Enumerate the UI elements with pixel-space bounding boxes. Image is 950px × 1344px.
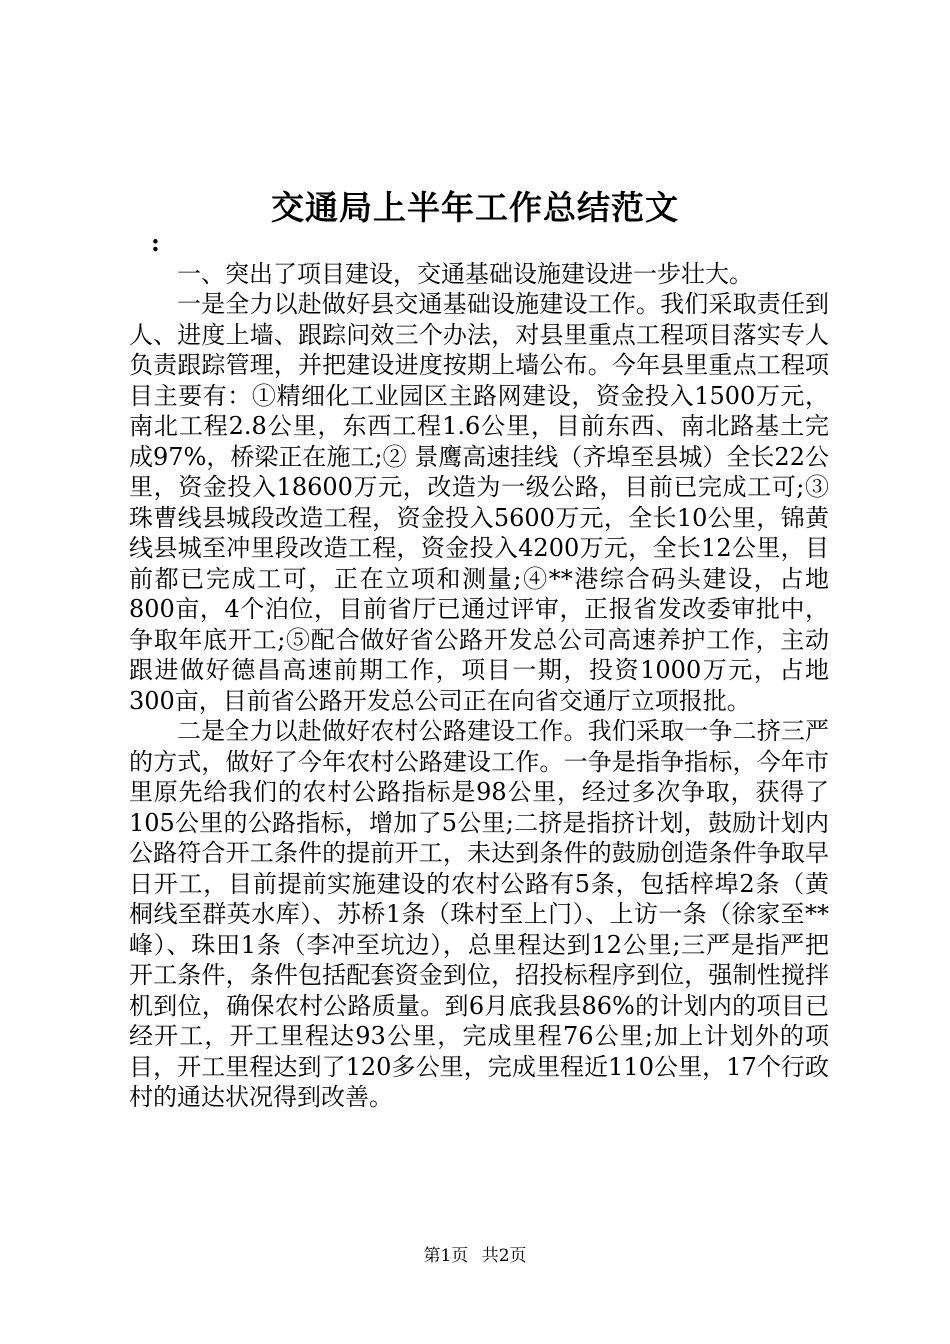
paragraph-infrastructure: 一是全力以赴做好县交通基础设施建设工作。我们采取责任到人、进度上墙、跟踪问效三个办法，对县里重点工程项目落实专人负责跟踪管理，并把建设进度按期上墙公布。今年县里重点工程项目主要有：①精细化工业园区主路网建设，资金投入1500万元，南北工程2.8公里，东西工程1.6公里，目前东西、南北路基土完成97%，桥梁正在施工;② 景鹰高速挂线（齐埠至县城）全长22公里，资金投入18600万元，改造为一级公路，目前已完成工可;③ 珠曹线县城段改造工程，资金投入5600万元，全长10公里，锦黄线县城至冲里段改造工程，资金投入4200万元，全长12公里，目前都已完成工可，正在立项和测量;④**港综合码头建设，占地800亩，4个泊位，目前省厅已通过评审，正报省发改委审批中，争取年底开工;⑤配合做好省公路开发总公司高速养护工作，主动跟进做好德昌高速前期工作，项目一期，投资1000万元，占地300亩，目前省公路开发总公司正在向省交通厅立项报批。 (129, 290, 829, 715)
page-total: 共2页 (481, 1246, 527, 1266)
paragraph-rural-roads: 二是全力以赴做好农村公路建设工作。我们采取一争二挤三严的方式，做好了今年农村公路建设工作。一争是指争指标，今年市里原先给我们的农村公路指标是98公里，经过多次争取，获得了105公里的公路指标，增加了5公里;二挤是指挤计划，鼓励计划内公路符合开工条件的提前开工，未达到条件的鼓励创造条件争取早日开工，目前提前实施建设的农村公路有5条，包括梓埠2条（黄桐线至群英水库）、苏桥1条（珠村至上门）、上访一条（徐家至**峰）、珠田1条（李冲至坑边），总里程达到12公里;三严是指严把开工条件，条件包括配套资金到位，招投标程序到位，强制性搅拌机到位，确保农村公路质量。到6月底我县86%的计划内的项目已经开工，开工里程达93公里，完成里程76公里;加上计划外的项目，开工里程达到了120多公里，完成里程近110公里，17个行政村的通达状况得到改善。 (129, 717, 829, 1111)
page-number: 第1页 (423, 1246, 469, 1266)
page-footer (0, 1244, 950, 1268)
section-heading: 一、突出了项目建设，交通基础设施建设进一步壮大。 (177, 259, 753, 288)
colon-line: : (151, 228, 160, 257)
document-title: 交通局上半年工作总结范文 (271, 188, 679, 227)
document-body (129, 228, 829, 1113)
